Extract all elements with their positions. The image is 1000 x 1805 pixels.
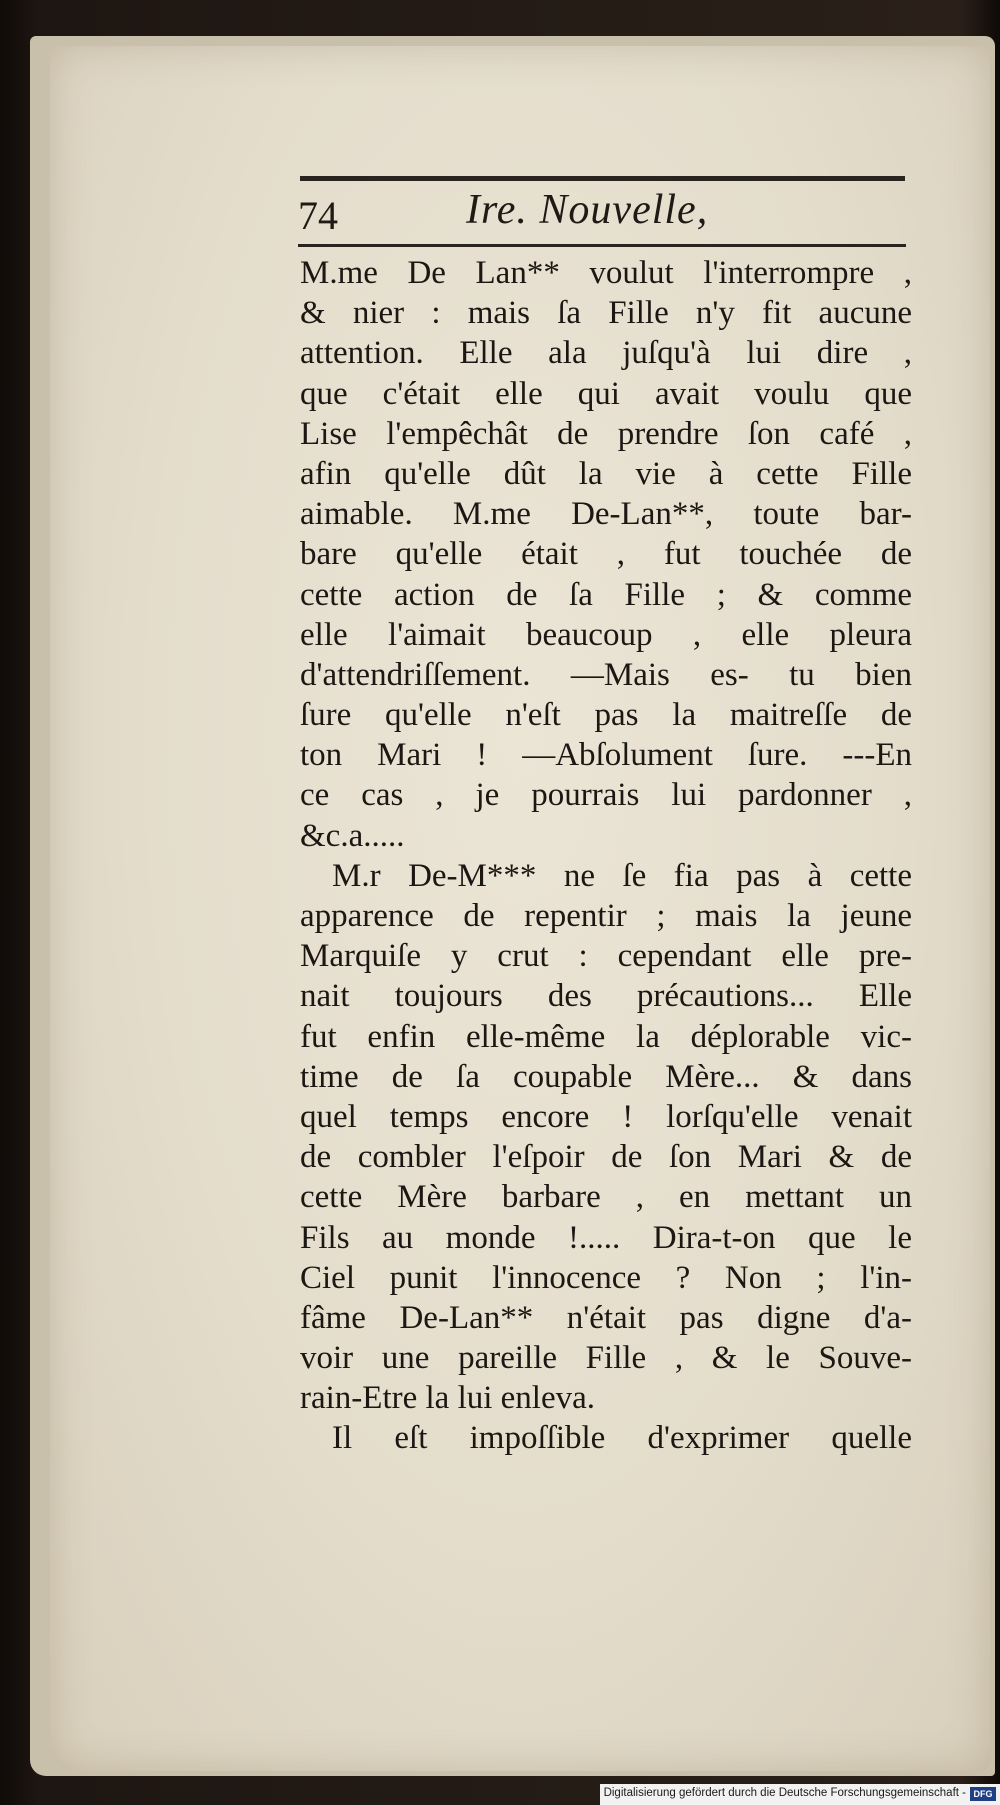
page-number: 74	[298, 193, 338, 238]
text-line: de combler l'eſpoir de ſon Mari & de	[300, 1139, 912, 1176]
text-line: Lise l'empêchât de prendre ſon café ,	[300, 415, 912, 452]
body-text	[300, 253, 912, 1459]
text-line: Ciel punit l'innocence ? Non ; l'in-	[300, 1259, 912, 1296]
text-line: quel temps encore ! lorſqu'elle venait	[300, 1098, 912, 1135]
text-line: time de ſa coupable Mère... & dans	[300, 1058, 912, 1095]
text-line: voir une pareille Fille , & le Souve-	[300, 1340, 912, 1377]
dfg-logo-icon: DFG	[970, 1787, 996, 1801]
text-line: M.me De Lan** voulut l'interrompre ,	[300, 255, 912, 291]
text-line: attention. Elle ala juſqu'à lui dire ,	[300, 335, 912, 372]
digitization-footer	[600, 1784, 1000, 1805]
text-line: ſure qu'elle n'eſt pas la maitreſſe de	[300, 697, 912, 734]
funding-credit: Digitalisierung gefördert durch die Deutsche Forschungsgemeinschaft -	[603, 1787, 966, 1799]
text-line: bare qu'elle était , fut touchée de	[300, 536, 912, 573]
text-line: ce cas , je pourrais lui pardonner ,	[300, 777, 912, 814]
page-header	[298, 182, 906, 244]
text-line: elle l'aimait beaucoup , elle pleura	[300, 616, 912, 653]
text-line: ton Mari ! —Abſolument ſure. ---En	[300, 737, 912, 774]
text-line: que c'était elle qui avait voulu que	[300, 375, 912, 412]
text-line: nait toujours des précautions... Elle	[300, 978, 912, 1015]
text-line: rain-Etre la lui enleva.	[300, 1380, 596, 1417]
text-line: cette action de ſa Fille ; & comme	[300, 576, 912, 613]
text-line: & nier : mais ſa Fille n'y fit aucune	[300, 295, 912, 332]
text-line: Il eſt impoſſible d'exprimer quelle	[332, 1420, 912, 1457]
text-line: aimable. M.me De-Lan**, toute bar-	[300, 496, 912, 533]
header-rule-bottom	[298, 244, 906, 247]
text-line: apparence de repentir ; mais la jeune	[300, 898, 912, 934]
text-line: Marquiſe y crut : cependant elle pre-	[300, 938, 912, 975]
header-rule-top	[300, 176, 905, 181]
text-line: M.r De-M*** ne ſe fia pas à cette	[332, 857, 912, 894]
text-line: &c.a.....	[300, 817, 405, 854]
text-line: fâme De-Lan** n'était pas digne d'a-	[300, 1299, 912, 1336]
text-line: d'attendriſſement. —Mais es- tu bien	[300, 656, 912, 693]
text-line: afin qu'elle dût la vie à cette Fille	[300, 455, 912, 492]
text-line: cette Mère barbare , en mettant un	[300, 1179, 912, 1216]
running-title: Ire. Nouvelle,	[466, 187, 709, 233]
text-line: Fils au monde !..... Dira-t-on que le	[300, 1219, 912, 1256]
text-line: fut enfin elle-même la déplorable vic-	[300, 1018, 912, 1055]
